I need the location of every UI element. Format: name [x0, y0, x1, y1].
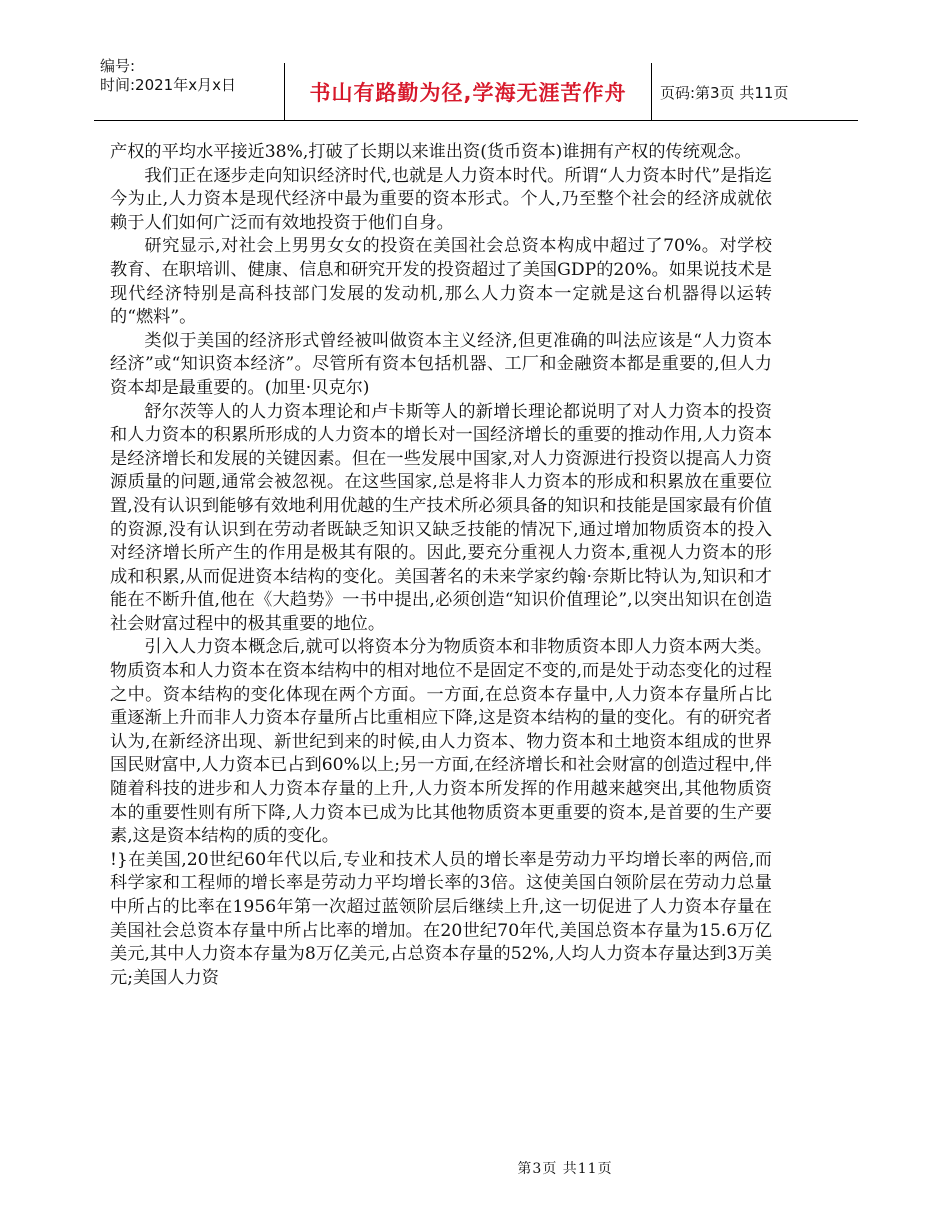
paragraph-1: 产权的平均水平接近38%,打破了长期以来谁出资(货币资本)谁拥有产权的传统观念。 — [110, 142, 752, 162]
paragraph-7: !}在美国,20世纪60年代以后,专业和技术人员的增长率是劳动力平均增长率的两倍,而科学家和工程师的增长率是劳动力平均增长率的3倍。这使美国白领阶层在劳动力总量中所占的比率在1956年第一次超过蓝领阶层后继续上升,这一切促进了人力资本存量在美国社会总资本存量中所占比率的增加。在20世纪70年代,美国总资本存量为15.6万亿美元,其中人力资本存量为8万亿美元,占总资本存量的52%,人均人力资本存量达到3万美元;美国人力资 — [110, 849, 772, 988]
paragraph-5: 舒尔茨等人的人力资本理论和卢卡斯等人的新增长理论都说明了对人力资本的投资和人力资本的积累所形成的人力资本的增长对一国经济增长的重要的推动作用,人力资本是经济增长和发展的关键因素。但在一些发展中国家,对人力资源进行投资以提高人力资源质量的问题,通常会被忽视。在这些国家,总是将非人力资本的形成和积累放在重要位置,没有认识到能够有效地利用优越的生产技术所必须具备的知识和技能是国家最有价值的资源,没有认识到在劳动者既缺乏知识又缺乏技能的情况下,通过增加物质资本的投入对经济增长所产生的作用是极其有限的。因此,要充分重视人力资本,重视人力资本的形成和积累,从而促进资本结构的变化。美国著名的未来学家约翰·奈斯比特认为,知识和才能在不断升值,他在《大趋势》一书中提出,必须创造“知识价值理论”,以突出知识在创造社会财富过程中的极其重要的地位。 — [110, 401, 772, 634]
paragraph-3: 研究显示,对社会上男男女女的投资在美国社会总资本构成中超过了70%。对学校教育、在职培训、健康、信息和研究开发的投资超过了美国GDP的20%。如果说技术是现代经济特别是高科技部门发展的发动机,那么人力资本一定就是这台机器得以运转的“燃料”。 — [110, 236, 772, 328]
doc-number-label: 编号: — [100, 57, 136, 75]
header-meta — [94, 47, 284, 121]
doc-time-label: 时间:2021年x月x日 — [100, 76, 236, 94]
header-motto: 书山有路勤为径,学海无涯苦作舟 — [284, 63, 652, 121]
paragraph-6: 引入人力资本概念后,就可以将资本分为物质资本和非物质资本即人力资本两大类。物质资本和人力资本在资本结构中的相对地位不是固定不变的,而是处于动态变化的过程之中。资本结构的变化体现在两个方面。一方面,在总资本存量中,人力资本存量所占比重逐渐上升而非人力资本存量所占比重相应下降,这是资本结构的量的变化。有的研究者认为,在新经济出现、新世纪到来的时候,由人力资本、物力资本和土地资本组成的世界国民财富中,人力资本已占到60%以上;另一方面,在经济增长和社会财富的创造过程中,伴随着科技的进步和人力资本存量的上升,人力资本所发挥的作用越来越突出,其他物质资本的重要性则有所下降,人力资本已成为比其他物质资本更重要的资本,是首要的生产要素,这是资本结构的质的变化。 — [110, 637, 772, 847]
paragraph-2: 我们正在逐步走向知识经济时代,也就是人力资本时代。所谓“人力资本时代”是指迄今为止,人力资本是现代经济中最为重要的资本形式。个人,乃至整个社会的经济成就依赖于人们如何广泛而有效地投资于他们自身。 — [110, 165, 772, 233]
page-header — [94, 47, 858, 121]
document-body — [110, 141, 772, 990]
header-page-info: 页码:第3页 共11页 — [660, 83, 789, 102]
page-footer: 第3页 共11页 — [517, 1161, 613, 1177]
paragraph-4: 类似于美国的经济形式曾经被叫做资本主义经济,但更准确的叫法应该是“人力资本经济”或“知识资本经济”。尽管所有资本包括机器、工厂和金融资本都是重要的,但人力资本却是最重要的。(加里·贝克尔) — [110, 330, 772, 398]
header-rule — [94, 120, 858, 121]
